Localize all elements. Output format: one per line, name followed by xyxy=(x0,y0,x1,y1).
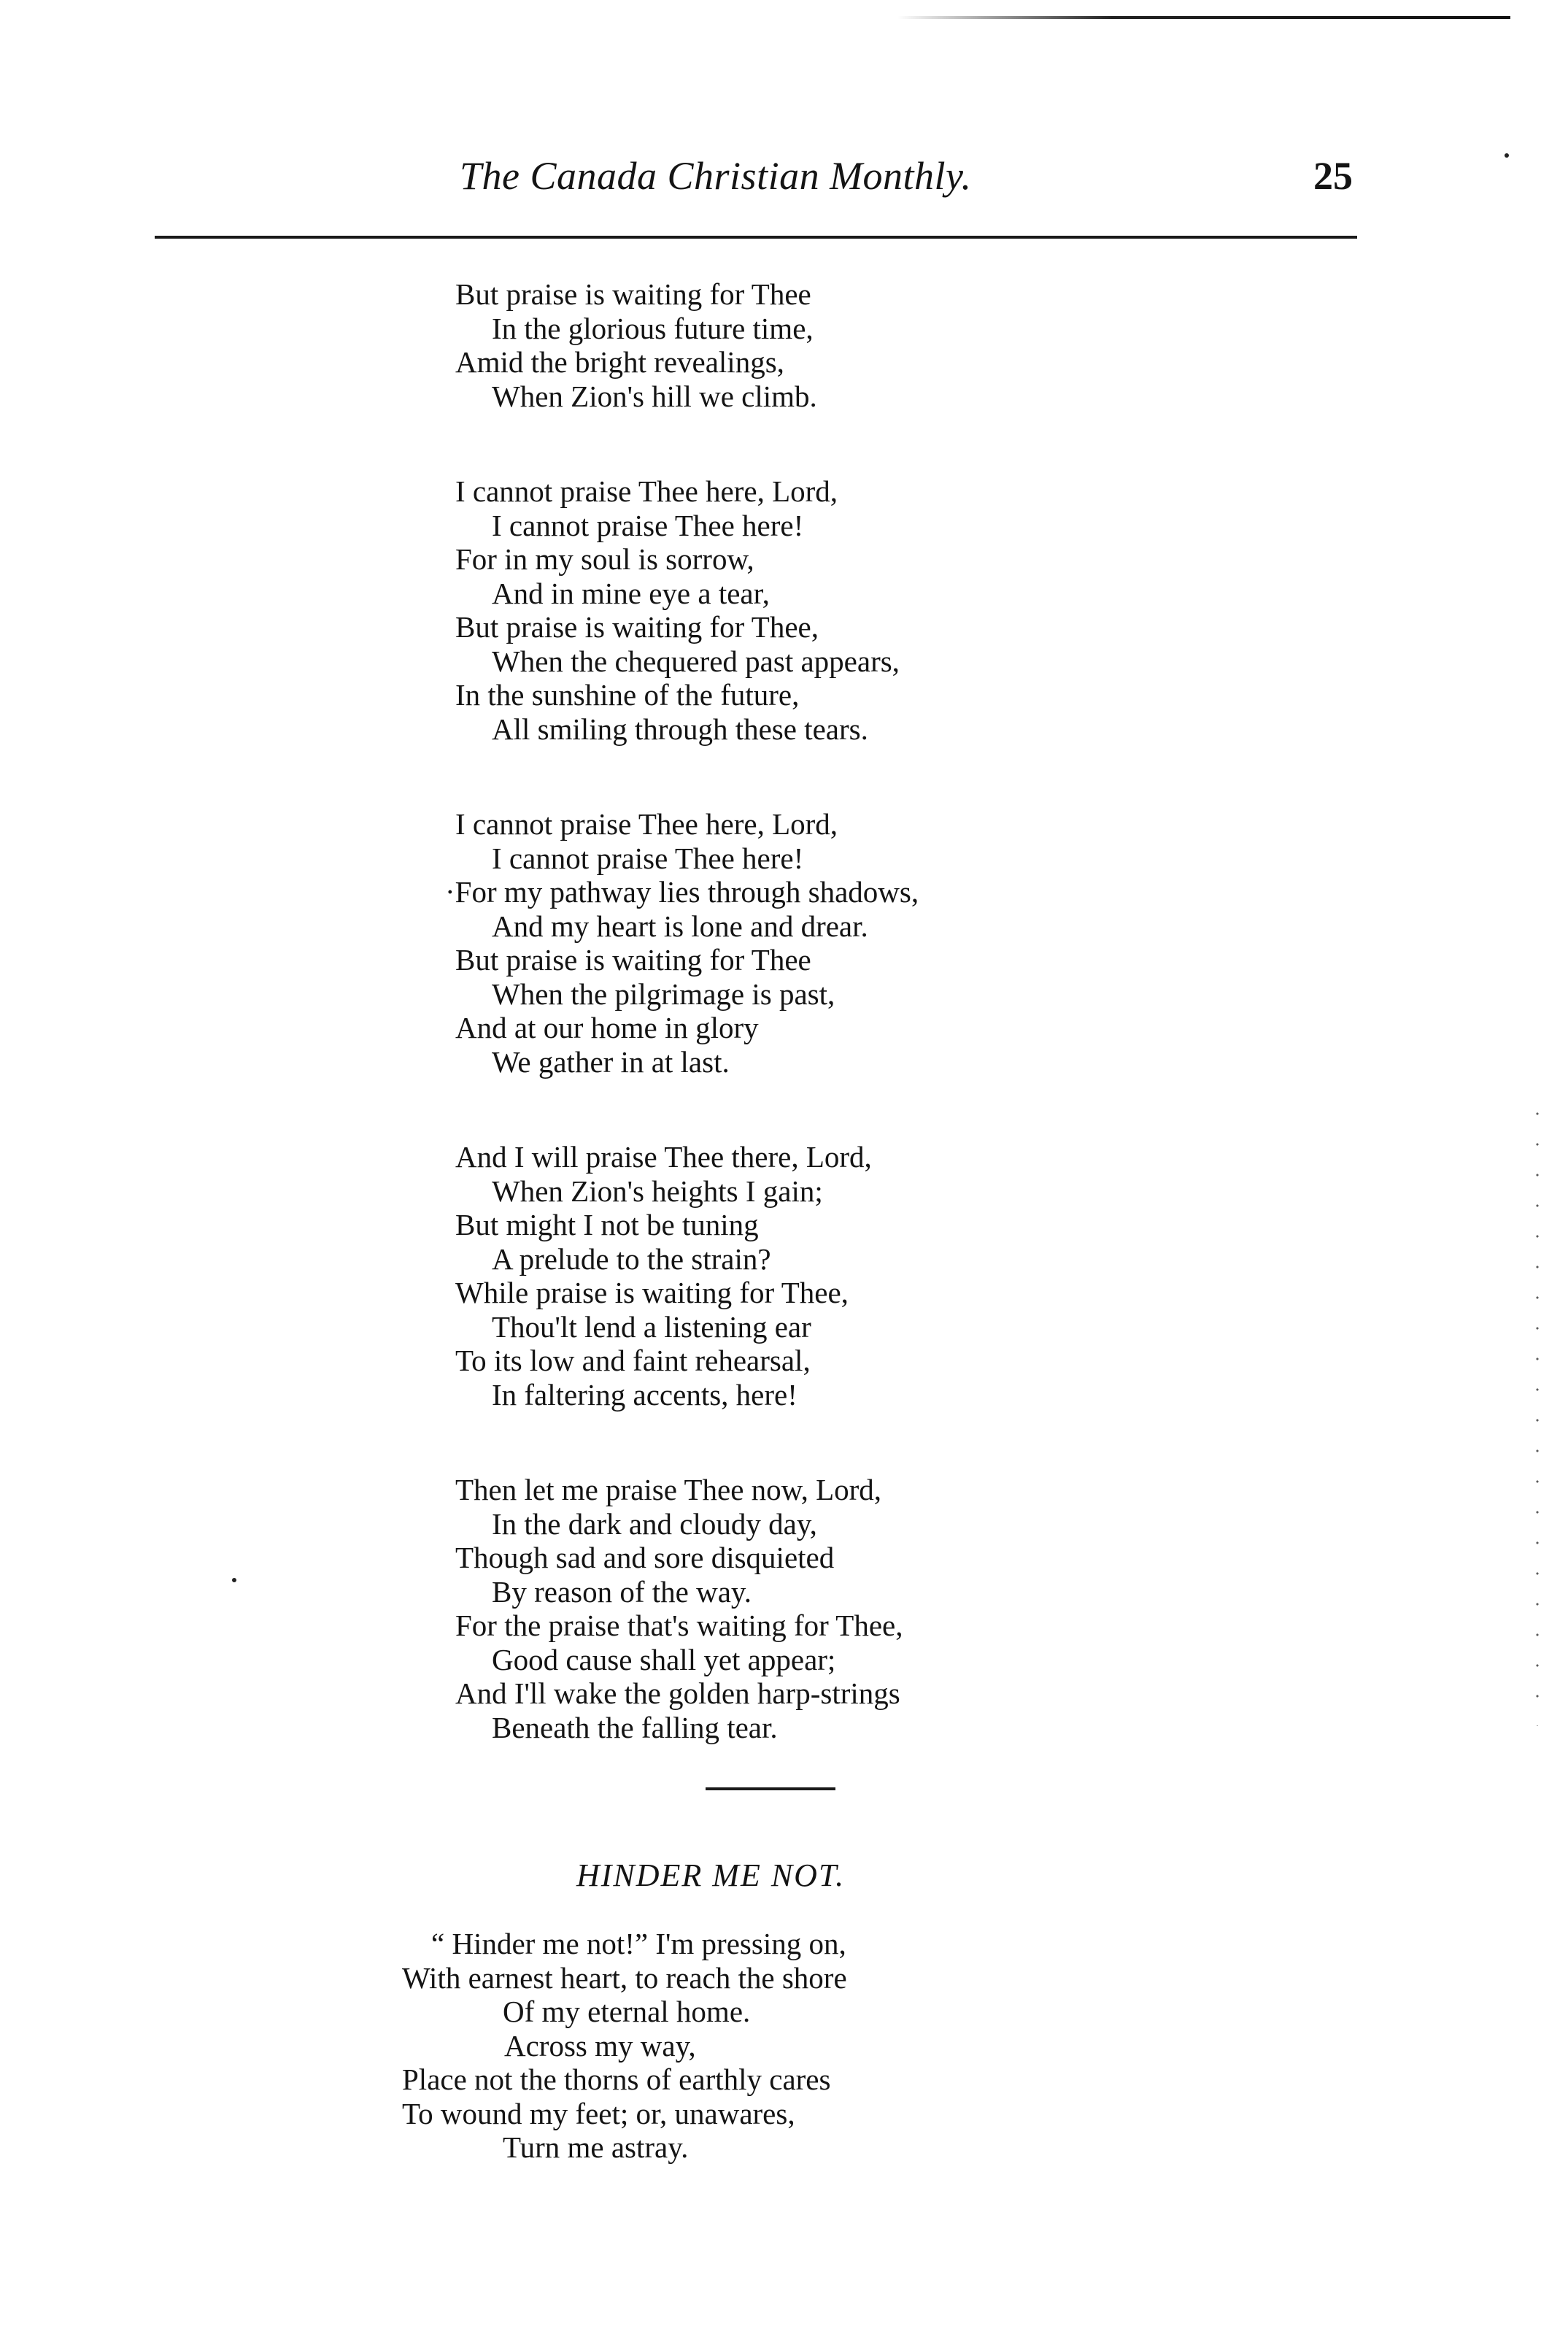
top-edge-rule xyxy=(897,16,1510,19)
header-rule xyxy=(155,236,1357,239)
stray-ink-dot xyxy=(232,1578,236,1582)
poem-line: “ Hinder me not!” I'm pressing on, xyxy=(431,1927,846,1960)
poem-line: When the pilgrimage is past, xyxy=(492,977,835,1011)
margin-specks xyxy=(1535,1098,1540,1726)
poem-line: And I will praise Thee there, Lord, xyxy=(455,1140,872,1174)
poem-line: In the dark and cloudy day, xyxy=(492,1506,817,1541)
poem-line: A prelude to the strain? xyxy=(492,1241,771,1276)
stanza-2 xyxy=(455,474,919,746)
poem-line: Across my way, xyxy=(504,2028,696,2063)
poem-line: But might I not be tuning xyxy=(455,1208,759,1241)
poem-line: Then let me praise Thee now, Lord, xyxy=(455,1473,882,1506)
poem-line: But praise is waiting for Thee xyxy=(455,277,811,311)
poem-title: HINDER ME NOT. xyxy=(576,1857,846,1893)
poem-line: Of my eternal home. xyxy=(503,1995,751,2028)
poem-line: Thou'lt lend a listening ear xyxy=(492,1309,811,1344)
stray-ink-dot xyxy=(1505,153,1509,158)
stanza-1 xyxy=(455,277,919,413)
poem-line: And in mine eye a tear, xyxy=(492,576,770,610)
poem-line: But praise is waiting for Thee xyxy=(455,943,811,977)
stanza-5 xyxy=(455,1473,919,1744)
poem-line: When the chequered past appears, xyxy=(492,644,900,678)
poem-line: In the sunshine of the future, xyxy=(455,678,800,712)
poem-line: To wound my feet; or, unawares, xyxy=(402,2096,795,2130)
poem-line: In faltering accents, here! xyxy=(492,1377,797,1412)
poem-line: Turn me astray. xyxy=(503,2130,689,2164)
poem-line: For the praise that's waiting for Thee, xyxy=(455,1609,903,1642)
stanza-3 xyxy=(445,807,919,1079)
poem-line: When Zion's hill we climb. xyxy=(492,379,817,413)
poem-line: I cannot praise Thee here! xyxy=(492,508,804,542)
section-divider xyxy=(706,1787,835,1790)
poem-line: I cannot praise Thee here, Lord, xyxy=(455,474,838,508)
page-number: 25 xyxy=(1313,154,1353,198)
poem-line: When Zion's heights I gain; xyxy=(492,1174,823,1208)
poem-line: While praise is waiting for Thee, xyxy=(455,1276,849,1309)
poem-line: By reason of the way. xyxy=(492,1574,752,1609)
poem-line: Though sad and sore disquieted xyxy=(455,1541,835,1574)
poem-line: For in my soul is sorrow, xyxy=(455,542,754,576)
poem-line: With earnest heart, to reach the shore xyxy=(402,1960,847,1995)
poem-line: And at our home in glory xyxy=(455,1011,759,1044)
poem-line: ·For my pathway lies through shadows, xyxy=(445,875,919,909)
poem-line: I cannot praise Thee here, Lord, xyxy=(455,807,838,841)
poem-line: To its low and faint rehearsal, xyxy=(455,1344,811,1377)
stanza-4 xyxy=(455,1140,919,1412)
poem-line: We gather in at last. xyxy=(492,1044,730,1079)
poem-line: But praise is waiting for Thee, xyxy=(455,610,819,644)
poem-line: And I'll wake the golden harp-strings xyxy=(455,1676,900,1710)
poem-line: And my heart is lone and drear. xyxy=(492,909,868,943)
poem-line: All smiling through these tears. xyxy=(492,712,868,746)
poem-line: In the glorious future time, xyxy=(492,311,814,345)
poem-line: Good cause shall yet appear; xyxy=(492,1642,836,1676)
poem-line: I cannot praise Thee here! xyxy=(492,841,804,875)
poem-line: Amid the bright revealings, xyxy=(455,345,784,379)
poem-line: Beneath the falling tear. xyxy=(492,1710,778,1744)
running-head-title: The Canada Christian Monthly. xyxy=(460,154,972,198)
poem-body xyxy=(445,277,919,1806)
next-poem-body xyxy=(402,1927,847,2165)
poem-line: Place not the thorns of earthly cares xyxy=(402,2063,831,2096)
